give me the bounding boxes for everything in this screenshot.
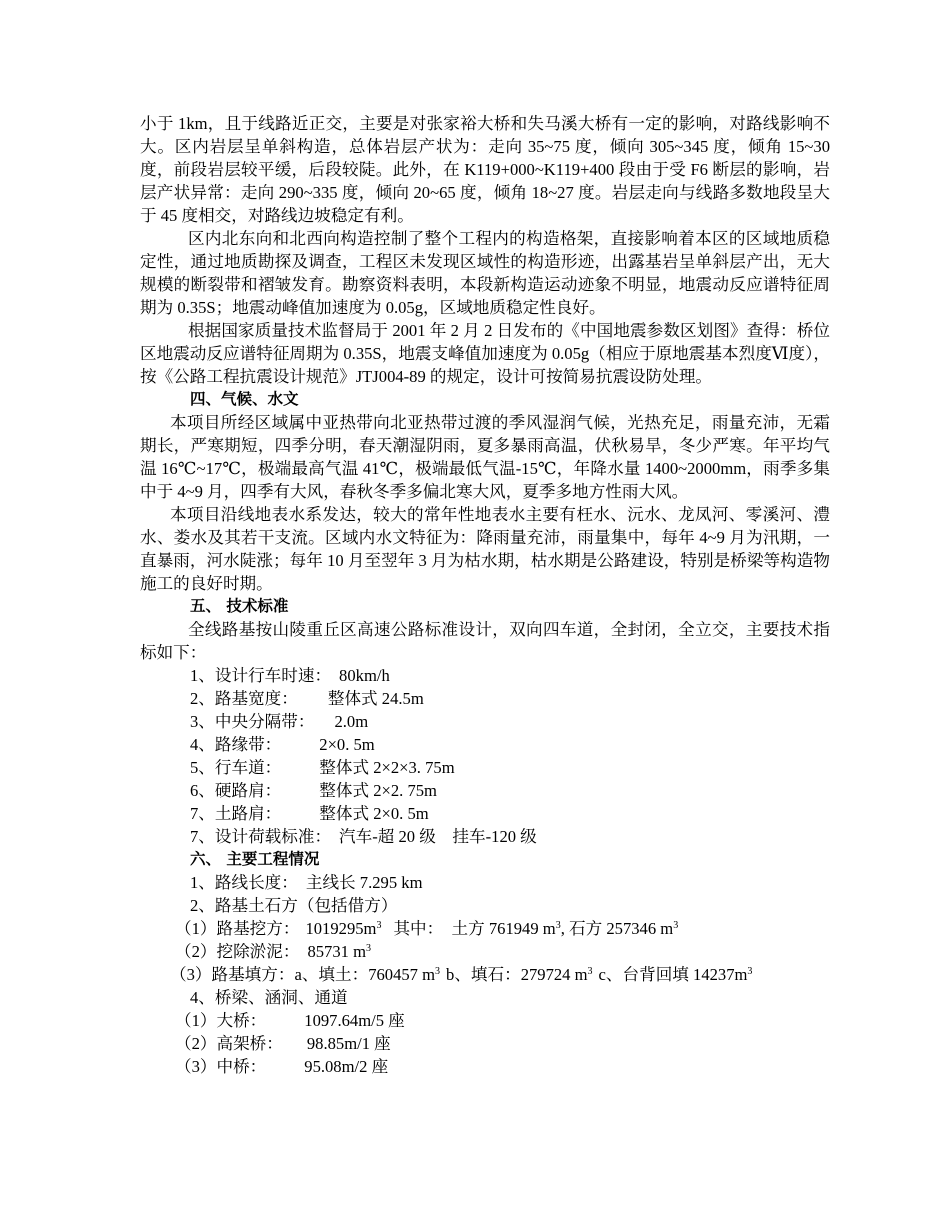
item-value: 整体式 2×2×3. 75m — [319, 758, 455, 777]
list-item — [140, 894, 830, 917]
item-value: 2×0. 5m — [319, 735, 375, 754]
superscript: 3 — [555, 920, 561, 931]
item-label: 4、路缘带： — [190, 735, 282, 754]
item-value: 整体式 2×2. 75m — [319, 781, 437, 800]
item-label: 3、中央分隔带： — [190, 712, 315, 731]
heading-climate-hydrology: 四、气候、水文 — [190, 390, 299, 408]
list-item — [140, 802, 830, 825]
item-value: 整体式 2×0. 5m — [319, 804, 429, 823]
superscript: 3 — [366, 943, 371, 954]
list-item — [140, 1032, 830, 1055]
item-value: 95.08m/2 座 — [304, 1057, 389, 1076]
item-label: （2）高架桥： — [175, 1034, 283, 1053]
item-label: （3）路基填方：a、填土：760457 m — [170, 965, 436, 984]
item-label: 6、硬路肩： — [190, 781, 282, 800]
item-value: 2.0m — [334, 712, 369, 731]
list-item — [140, 756, 830, 779]
heading-technical-standards: 五、 技术标准 — [190, 597, 289, 615]
item-label: （2）挖除淤泥： — [175, 942, 300, 961]
list-item — [140, 871, 830, 894]
item-value: 85731 m — [307, 942, 366, 961]
superscript: 3 — [376, 920, 382, 931]
list-item — [140, 733, 830, 756]
paragraph-hydrology: 本项目沿线地表水系发达，较大的常年性地表水主要有枉水、沅水、龙凤河、零溪河、澧水、娄水及其若干支流。区域内水文特征为：降雨量充沛，雨量集中，每年 4~9 月为汛期，一直暴雨，河水陡涨；每年 10 月至翌年 3 月为枯水期，枯水期是公路建设，特别是桥梁等构造物施工的良好时期。 — [140, 505, 830, 593]
item-label: 1、路线长度： — [190, 873, 298, 892]
list-item — [140, 1055, 830, 1078]
list-item — [140, 986, 830, 1009]
item-label: 7、设计荷载标准： — [190, 827, 332, 846]
superscript: 3 — [673, 920, 679, 931]
item-value: 整体式 24.5m — [327, 689, 424, 708]
item-value: 80km/h — [339, 666, 390, 685]
item-value: 汽车-超 20 级 挂车-120 级 — [339, 827, 537, 846]
item-label: 2、路基土石方（包括借方） — [190, 896, 398, 915]
superscript: 3 — [587, 966, 593, 977]
paragraph-geology-strata: 小于 1km，且于线路近正交，主要是对张家裕大桥和失马溪大桥有一定的影响，对路线影响不大。区内岩层呈单斜构造，总体岩层产状为：走向 35~75 度，倾向 305~345 度，倾角 15~30 度，前段岩层较平缓，后段较陡。此外，在 K119+000~K119+400 段由于受 F6 断层的影响，岩层产状异常：走向 290~335 度，倾向 20~65 度，倾角 18~27 度。岩层走向与线路多数地段呈大于 45 度相交，对路线边坡稳定有利。 — [140, 114, 830, 225]
list-item — [140, 1009, 830, 1032]
list-item — [140, 664, 830, 687]
superscript: 3 — [747, 966, 753, 977]
item-label: 7、土路肩： — [190, 804, 282, 823]
tech-standards-list — [140, 664, 830, 848]
document-page — [140, 112, 830, 1078]
superscript: 3 — [435, 966, 441, 977]
item-value: 主线长 7.295 km — [305, 873, 423, 892]
paragraph-regional-stability: 区内北东向和北西向构造控制了整个工程内的构造格架，直接影响着本区的区域地质稳定性，通过地质勘探及调查，工程区未发现区域性的构造形迹，出露基岩呈单斜层产出，无大规模的断裂带和褶皱发育。勘察资料表明，本段新构造运动迹象不明显，地震动反应谱特征周期为 0.35S；地震动峰值加速度为 0.05g，区域地质稳定性良好。 — [140, 229, 830, 317]
main-works-list — [140, 871, 830, 1078]
list-item — [140, 779, 830, 802]
item-label: 5、行车道： — [190, 758, 282, 777]
item-label: （1）路基挖方： — [175, 919, 300, 938]
paragraph-standards-intro: 全线路基按山陵重丘区高速公路标准设计，双向四车道，全封闭，全立交，主要技术指标如下： — [140, 620, 830, 662]
item-label: 2、路基宽度： — [190, 689, 298, 708]
item-label: （1）大桥： — [175, 1011, 267, 1030]
item-value: c、台背回填 14237m — [598, 965, 748, 984]
item-value: 98.85m/1 座 — [306, 1034, 391, 1053]
item-label: 1、设计行车时速： — [190, 666, 332, 685]
item-value: 1019295m — [305, 919, 377, 938]
list-item — [140, 825, 830, 848]
heading-main-works: 六、 主要工程情况 — [190, 850, 320, 868]
list-item — [140, 963, 830, 986]
item-label: （3）中桥： — [175, 1057, 267, 1076]
item-value: 1097.64m/5 座 — [304, 1011, 405, 1030]
paragraph-seismic: 根据国家质量技术监督局于 2001 年 2 月 2 日发布的《中国地震参数区划图》查得：桥位区地震动反应谱特征周期为 0.35S，地震支峰值加速度为 0.05g（相应于原地震基本烈度Ⅵ度），按《公路工程抗震设计规范》JTJ004-89 的规定，设计可按简易抗震设防处理。 — [140, 321, 830, 386]
list-item — [140, 940, 830, 963]
item-value: 其中： 土方 761949 m — [393, 919, 556, 938]
item-value: b、填石：279724 m — [446, 965, 588, 984]
list-item — [140, 917, 830, 940]
item-value: , 石方 257346 m — [560, 919, 674, 938]
item-label: 4、桥梁、涵洞、通道 — [190, 988, 348, 1007]
list-item — [140, 710, 830, 733]
list-item — [140, 687, 830, 710]
paragraph-climate: 本项目所经区域属中亚热带向北亚热带过渡的季风湿润气候，光热充足，雨量充沛，无霜期长，严寒期短，四季分明，春天潮湿阴雨，夏多暴雨高温，伏秋易旱，冬少严寒。年平均气温 16℃~17℃，极端最高气温 41℃，极端最低气温-15℃，年降水量 1400~2000mm，雨季多集中于 4~9 月，四季有大风，春秋冬季多偏北寒大风，夏季多地方性雨大风。 — [140, 413, 830, 501]
